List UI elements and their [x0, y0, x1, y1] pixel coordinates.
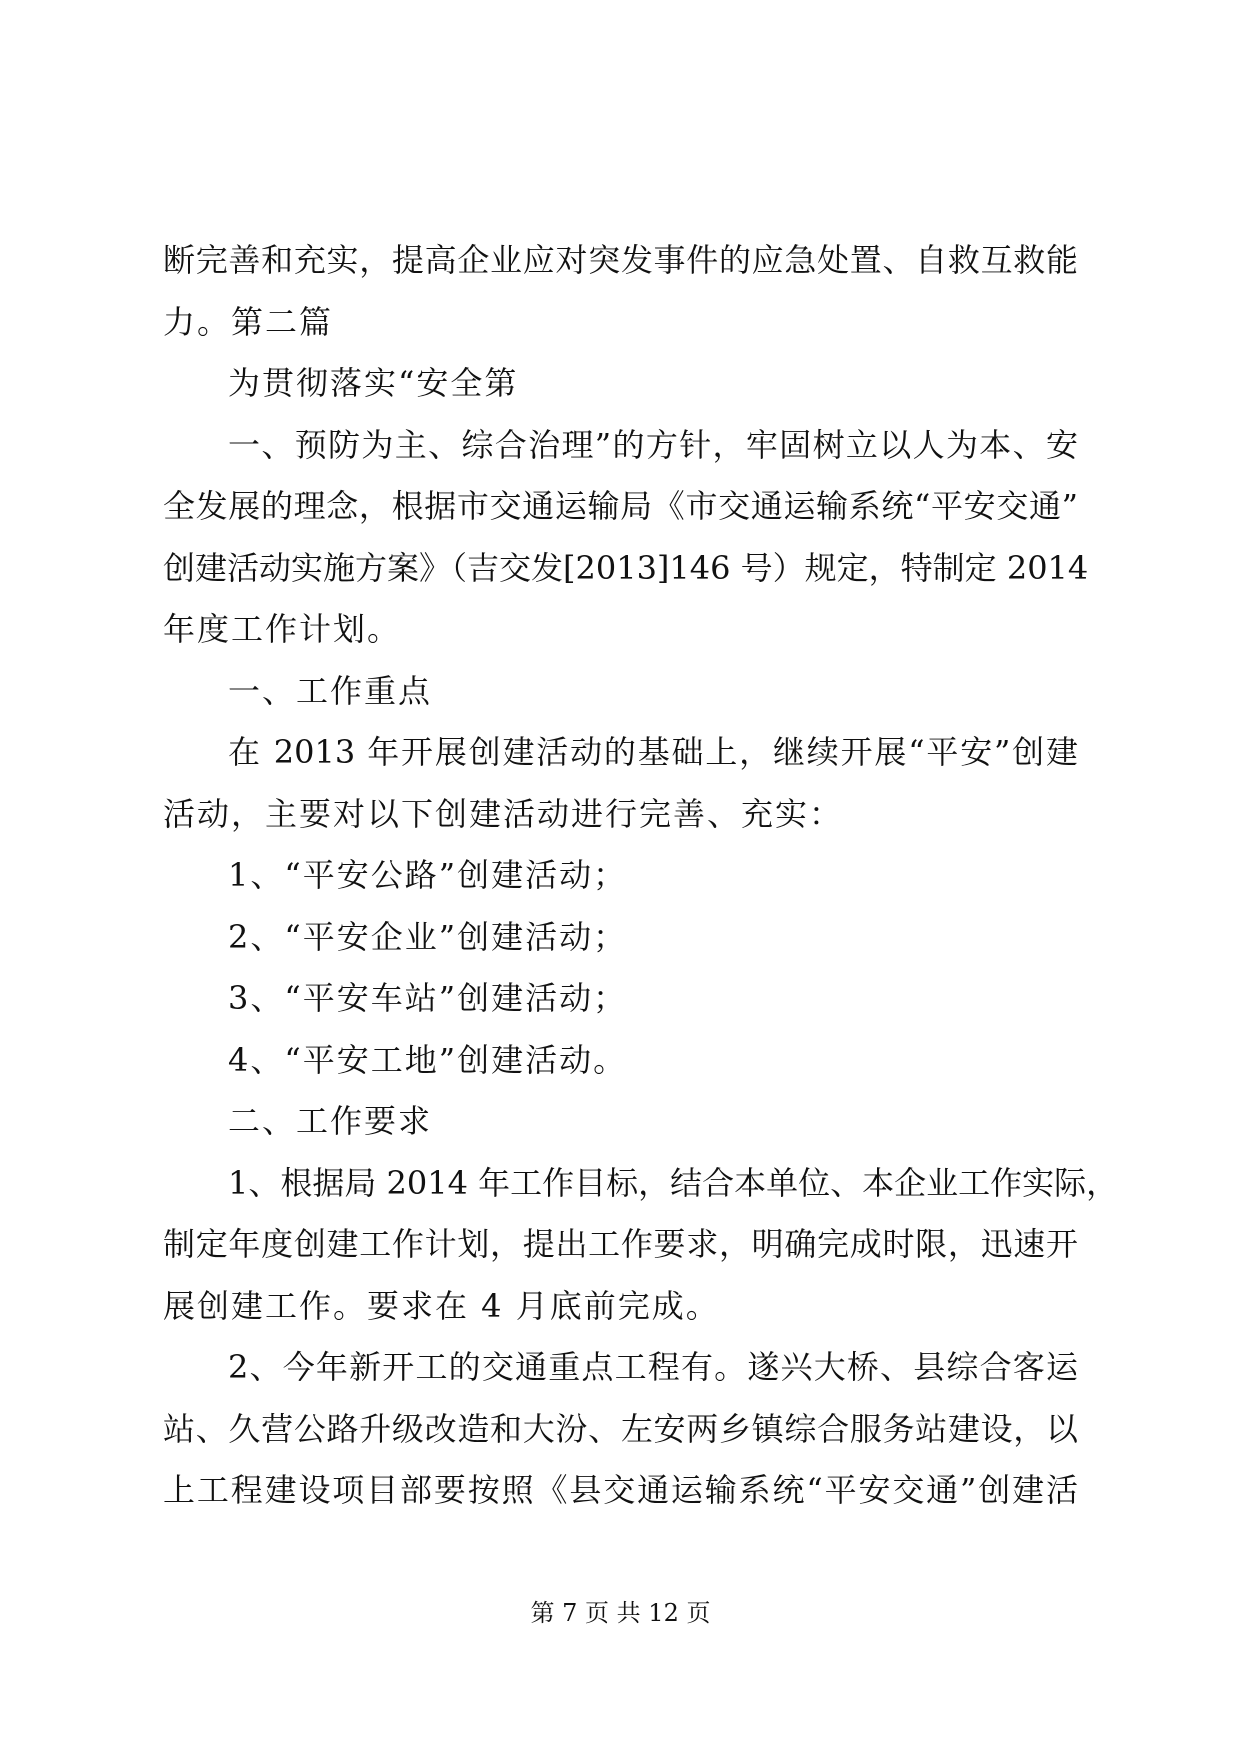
- paragraph-line: 力。第二篇: [163, 302, 334, 341]
- paragraph-line: 展创建工作。要求在 4 月底前完成。: [163, 1286, 720, 1325]
- paragraph-line: 站、久营公路升级改造和大汾、左安两乡镇综合服务站建设，以: [163, 1409, 1078, 1448]
- paragraph-line: 1、根据局 2014 年工作目标，结合本单位、本企业工作实际，: [228, 1163, 1119, 1202]
- section-heading: 二、工作要求: [228, 1102, 433, 1140]
- document-body: [163, 230, 1119, 1522]
- section-heading: 一、工作重点: [228, 671, 433, 710]
- list-item: 3、“平安车站”创建活动；: [228, 979, 628, 1017]
- paragraph-line: 为贯彻落实“安全第: [228, 364, 519, 402]
- list-item: 4、“平安工地”创建活动。: [228, 1040, 628, 1079]
- paragraph-line: 上工程建设项目部要按照《县交通运输系统“平安交通”创建活: [163, 1471, 1078, 1509]
- paragraph-line: 创建活动实施方案》（吉交发[2013]146 号）规定，特制定 2014: [163, 548, 1089, 587]
- paragraph-line: 活动，主要对以下创建活动进行完善、充实：: [163, 794, 844, 833]
- paragraph-line: 断完善和充实，提高企业应对突发事件的应急处置、自救互救能: [163, 241, 1078, 279]
- list-item: 1、“平安公路”创建活动；: [228, 856, 628, 894]
- page-footer: 第 7 页 共 12 页: [530, 1599, 711, 1627]
- list-item: 2、“平安企业”创建活动；: [228, 917, 628, 956]
- paragraph-line: 制定年度创建工作计划，提出工作要求，明确完成时限，迅速开: [163, 1225, 1078, 1263]
- paragraph-line: 在 2013 年开展创建活动的基础上，继续开展“平安”创建: [228, 733, 1078, 771]
- paragraph-line: 一、预防为主、综合治理”的方针，牢固树立以人为本、安: [228, 425, 1078, 464]
- paragraph-line: 年度工作计划。: [163, 610, 402, 648]
- paragraph-line: 全发展的理念，根据市交通运输局《市交通运输系统“平安交通”: [163, 487, 1078, 525]
- paragraph-line: 2、今年新开工的交通重点工程有。遂兴大桥、县综合客运: [228, 1348, 1078, 1386]
